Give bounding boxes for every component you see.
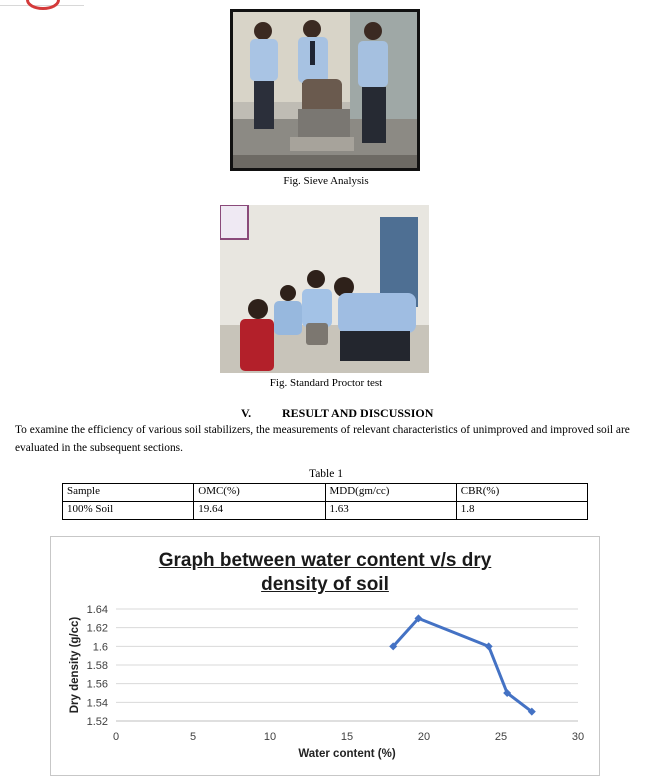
- x-tick-label: 20: [417, 731, 431, 743]
- results-table: [62, 483, 588, 520]
- table-caption: Table 1: [308, 468, 343, 480]
- x-tick-label: 25: [494, 731, 508, 743]
- chart-container: [50, 536, 600, 776]
- table-row: [63, 502, 588, 520]
- y-tick-label: 1.62: [86, 622, 108, 635]
- y-tick-label: 1.64: [86, 604, 108, 616]
- chart-plot: [51, 537, 599, 775]
- x-tick-label: 5: [189, 731, 197, 743]
- chart-title-line-2: density of soil: [261, 574, 389, 595]
- table-header-cell: CBR(%): [456, 484, 587, 502]
- table-cell: 100% Soil: [63, 502, 194, 520]
- section-number: V.: [241, 406, 252, 420]
- sieve-analysis-photo: [230, 9, 420, 171]
- table-cell: 1.8: [456, 502, 587, 520]
- table-header-row: [63, 484, 588, 502]
- figure-caption-proctor: Fig. Standard Proctor test: [269, 377, 383, 389]
- x-tick-label: 30: [571, 731, 585, 743]
- x-tick-label: 10: [263, 731, 277, 743]
- table-header-cell: MDD(gm/cc): [325, 484, 456, 502]
- section-title: RESULT AND DISCUSSION: [282, 406, 434, 420]
- y-tick-label: 1.56: [86, 678, 108, 691]
- section-paragraph: To examine the efficiency of various soil stabilizers, the measurements of relevant characteristics of unimproved and improved soil are evaluated in the subsequent sections.: [15, 424, 630, 454]
- y-tick-label: 1.6: [92, 641, 108, 654]
- y-tick-label: 1.54: [86, 697, 108, 710]
- x-tick-label: 0: [112, 731, 120, 743]
- data-point-marker: [485, 642, 493, 650]
- table-cell: 19.64: [194, 502, 325, 520]
- y-tick-label: 1.52: [86, 716, 108, 728]
- x-axis-label: Water content (%): [298, 748, 396, 760]
- table-header-cell: Sample: [63, 484, 194, 502]
- journal-logo-fragment: [0, 0, 84, 6]
- y-tick-label: 1.58: [86, 660, 108, 672]
- y-axis-label: Dry density (g/cc): [69, 616, 81, 714]
- proctor-test-photo: [220, 205, 429, 373]
- x-tick-label: 15: [340, 731, 354, 743]
- figure-caption-sieve: Fig. Sieve Analysis: [283, 175, 369, 187]
- table-cell: 1.63: [325, 502, 456, 520]
- chart-title-line-1: Graph between water content v/s dry: [158, 550, 492, 571]
- table-header-cell: OMC(%): [194, 484, 325, 502]
